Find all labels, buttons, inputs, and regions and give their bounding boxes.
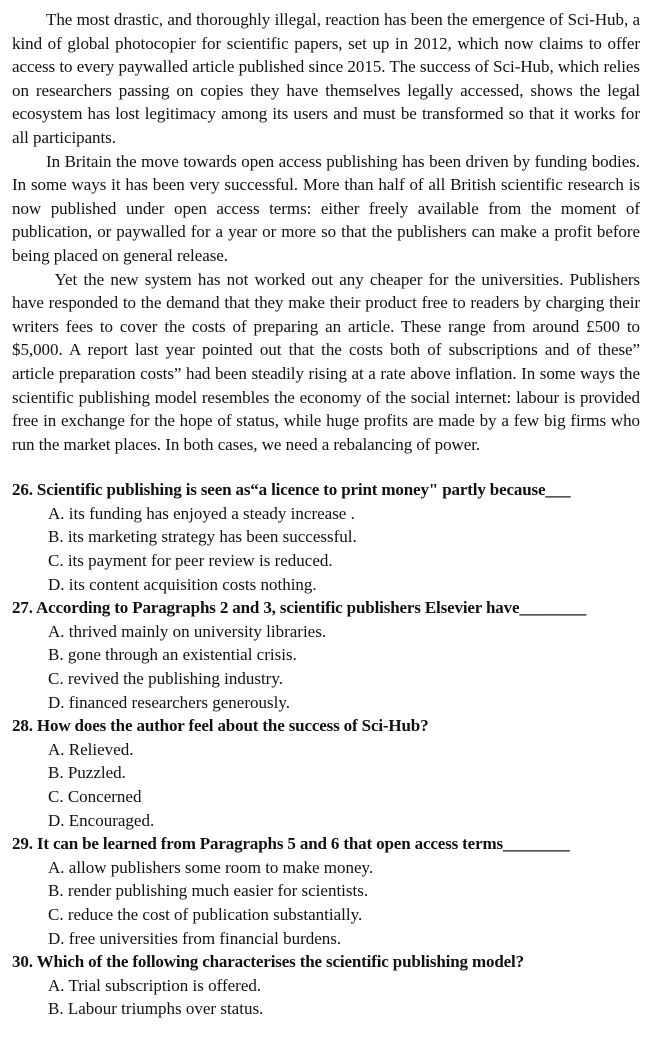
question-stem: 29. It can be learned from Paragraphs 5 and 6 that open access terms________ bbox=[12, 834, 570, 854]
passage-paragraph: Yet the new system has not worked out any cheaper for the universities. Publishers have responded to the demand that they make their product free to readers by charging their writers fees to cover the costs of preparing an article. These range from around £500 to $5,000. A report last year pointed out that the costs both of subscriptions and of these” article preparation costs” had been steadily rising at a rate above inflation. In some ways the scientific publishing model resembles the economy of the social internet: labour is provided free in exchange for the hope of status, while huge profits are made by a few big firms who run the market places. In both cases, we need a rebalancing of power. bbox=[12, 269, 640, 454]
option-a: A. its funding has enjoyed a steady increase . bbox=[48, 503, 355, 523]
option-b: B. Labour triumphs over status. bbox=[48, 999, 264, 1019]
question-26 bbox=[12, 478, 640, 596]
option-list bbox=[12, 856, 640, 950]
option-b: B. Puzzled. bbox=[48, 763, 126, 783]
question-30 bbox=[12, 950, 640, 1021]
option-c: C. reduce the cost of publication substantially. bbox=[48, 904, 363, 924]
question-stem: 26. Scientific publishing is seen as“a licence to print money" partly because___ bbox=[12, 480, 571, 500]
option-b: B. gone through an existential crisis. bbox=[48, 645, 297, 665]
option-d: D. free universities from financial burdens. bbox=[48, 928, 342, 948]
question-list bbox=[12, 478, 640, 1021]
question-27 bbox=[12, 596, 640, 714]
reading-passage bbox=[12, 8, 640, 456]
question-stem: 27. According to Paragraphs 2 and 3, scientific publishers Elsevier have________ bbox=[12, 598, 587, 618]
option-list bbox=[12, 738, 640, 832]
option-d: D. Encouraged. bbox=[48, 810, 155, 830]
option-a: A. Relieved. bbox=[48, 739, 134, 759]
option-a: A. allow publishers some room to make money. bbox=[48, 857, 374, 877]
option-c: C. Concerned bbox=[48, 787, 142, 806]
option-list bbox=[12, 620, 640, 714]
option-list bbox=[12, 502, 640, 596]
question-29 bbox=[12, 832, 640, 950]
question-28 bbox=[12, 714, 640, 832]
option-b: B. render publishing much easier for scientists. bbox=[48, 881, 369, 901]
option-d: D. its content acquisition costs nothing. bbox=[48, 574, 317, 594]
option-c: C. revived the publishing industry. bbox=[48, 669, 283, 689]
option-d: D. financed researchers generously. bbox=[48, 692, 290, 712]
option-a: A. thrived mainly on university libraries. bbox=[48, 621, 327, 641]
option-c: C. its payment for peer review is reduced. bbox=[48, 551, 333, 571]
option-a: A. Trial subscription is offered. bbox=[48, 975, 262, 995]
passage-paragraph: The most drastic, and thoroughly illegal, reaction has been the emergence of Sci-Hub, a kind of global photocopier for scientific papers, set up in 2012, which now claims to offer access to every paywalled article published since 2015. The success of Sci-Hub, which relies on researchers passing on copies they have themselves legally accessed, shows the legal ecosystem has lost legitimacy among its users and must be transformed so that it works for all participants. bbox=[12, 10, 640, 147]
passage-paragraph: In Britain the move towards open access publishing has been driven by funding bodies. In some ways it has been very successful. More than half of all British scientific research is now published under open access terms: either freely available from the moment of publication, or paywalled for a year or more so that the publishers can make a profit before being placed on general release. bbox=[12, 151, 640, 265]
question-stem: 28. How does the author feel about the success of Sci-Hub? bbox=[12, 716, 429, 736]
question-stem: 30. Which of the following characterises the scientific publishing model? bbox=[12, 952, 524, 972]
option-list bbox=[12, 974, 640, 1021]
option-b: B. its marketing strategy has been successful. bbox=[48, 527, 357, 547]
